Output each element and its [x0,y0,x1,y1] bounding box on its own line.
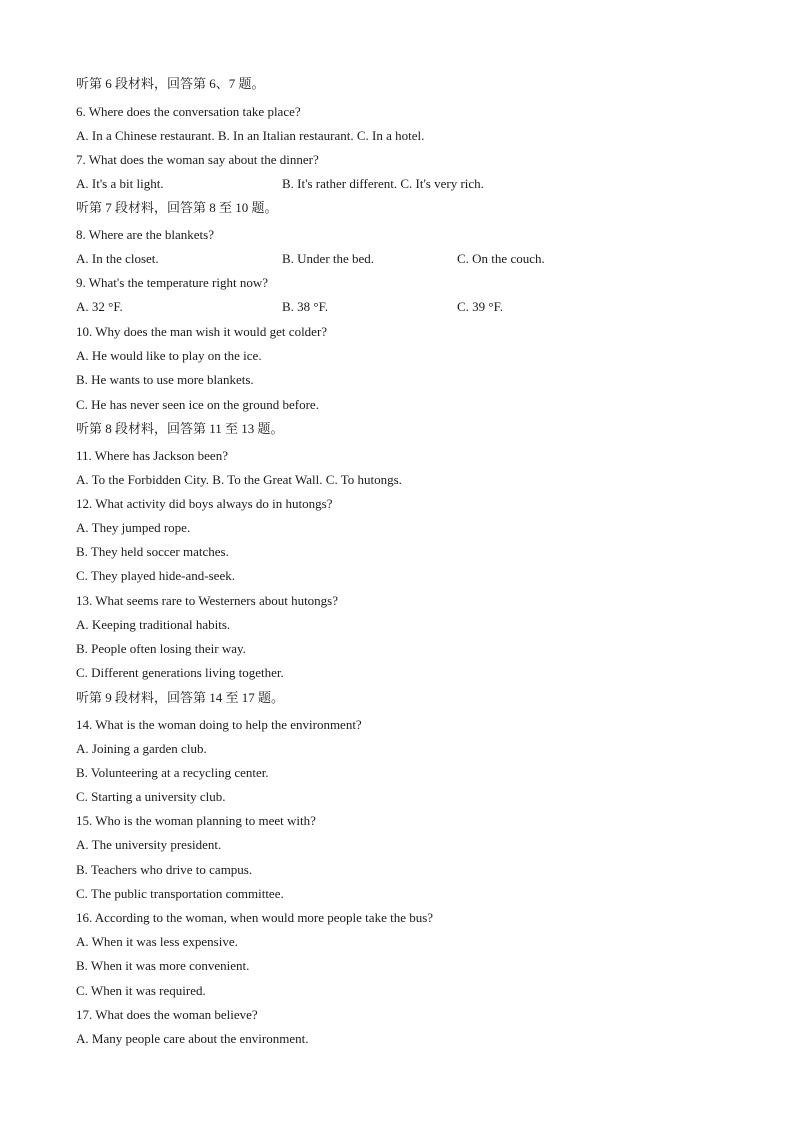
question-17: 17. What does the woman believe? [76,1007,258,1022]
question-8: 8. Where are the blankets? [76,227,214,242]
question-15: 15. Who is the woman planning to meet with? [76,813,316,828]
question-15-option-b: B. Teachers who drive to campus. [76,862,253,877]
question-7-option-a: A. It's a bit light. [76,176,164,191]
question-15-option-a: A. The university president. [76,837,222,852]
question-16-option-b: B. When it was more convenient. [76,958,250,973]
question-11: 11. Where has Jackson been? [76,448,228,463]
question-8-option-b: B. Under the bed. [282,251,375,266]
question-12-option-a: A. They jumped rope. [76,520,191,535]
question-7-option-bc: B. It's rather different. C. It's very rich. [282,176,484,191]
question-10-option-b: B. He wants to use more blankets. [76,372,254,387]
question-8-option-a: A. In the closet. [76,251,159,266]
question-14-option-a: A. Joining a garden club. [76,741,207,756]
question-9-option-c: C. 39 °F. [457,299,504,314]
question-11-options: A. To the Forbidden City. B. To the Great Wall. C. To hutongs. [76,472,402,487]
question-17-option-a: A. Many people care about the environment. [76,1031,309,1046]
question-16-option-c: C. When it was required. [76,983,206,998]
question-13-option-a: A. Keeping traditional habits. [76,617,231,632]
question-9-option-b: B. 38 °F. [282,299,329,314]
question-14: 14. What is the woman doing to help the environment? [76,717,362,732]
section-7-header: 听第 7 段材料，回答第 8 至 10 题。 [76,200,278,215]
question-12-option-c: C. They played hide-and-seek. [76,568,235,583]
question-13-option-c: C. Different generations living together. [76,665,284,680]
question-14-option-b: B. Volunteering at a recycling center. [76,765,269,780]
section-8-header: 听第 8 段材料，回答第 11 至 13 题。 [76,421,284,436]
section-6-header: 听第 6 段材料，回答第 6、7 题。 [76,76,265,91]
question-12-option-b: B. They held soccer matches. [76,544,229,559]
question-8-option-c: C. On the couch. [457,251,545,266]
question-6: 6. Where does the conversation take place? [76,104,301,119]
section-9-header: 听第 9 段材料，回答第 14 至 17 题。 [76,690,285,705]
question-6-options: A. In a Chinese restaurant. B. In an Italian restaurant. C. In a hotel. [76,128,425,143]
question-16: 16. According to the woman, when would more people take the bus? [76,910,434,925]
question-10-option-a: A. He would like to play on the ice. [76,348,262,363]
question-12: 12. What activity did boys always do in hutongs? [76,496,333,511]
question-9-option-a: A. 32 °F. [76,299,123,314]
question-7: 7. What does the woman say about the dinner? [76,152,319,167]
question-16-option-a: A. When it was less expensive. [76,934,238,949]
question-13-option-b: B. People often losing their way. [76,641,246,656]
question-9: 9. What's the temperature right now? [76,275,268,290]
question-15-option-c: C. The public transportation committee. [76,886,284,901]
question-14-option-c: C. Starting a university club. [76,789,226,804]
question-10-option-c: C. He has never seen ice on the ground before. [76,397,319,412]
question-13: 13. What seems rare to Westerners about hutongs? [76,593,339,608]
question-10: 10. Why does the man wish it would get colder? [76,324,328,339]
